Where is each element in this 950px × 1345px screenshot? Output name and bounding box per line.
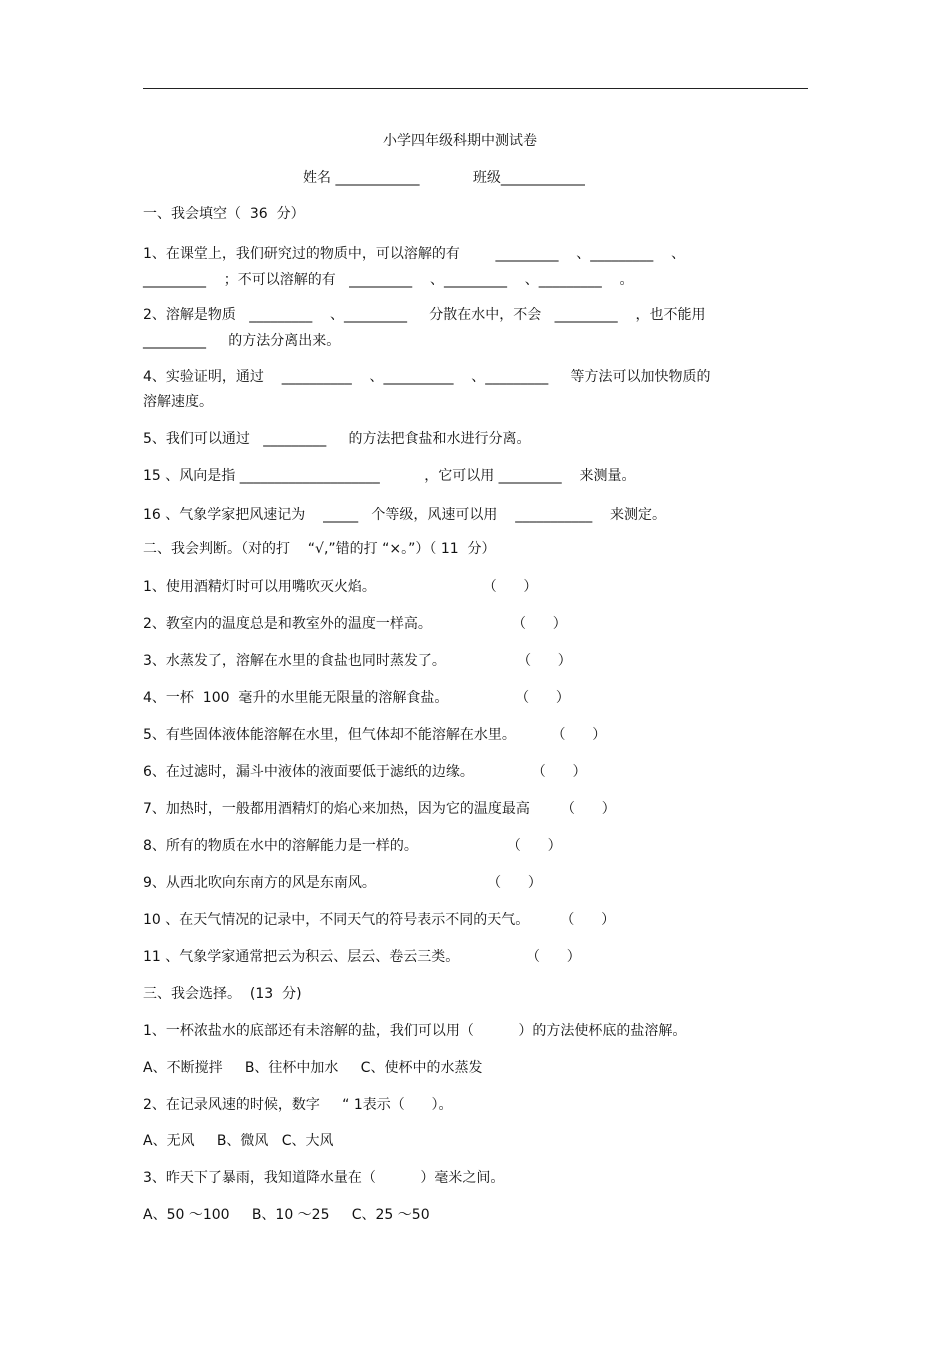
text-line: 1、在课堂上，我们研究过的物质中，可以溶解的有 _________ 、_________ 、 [143,246,686,262]
text-line: 3、昨天下了暴雨，我知道降水量在（ ）毫米之间。 [143,1170,505,1186]
text-line: _________ ；不可以溶解的有 _________ 、_________ 、_________ 。 [143,272,634,288]
text-line: 二、我会判断。（对的打 “√,”错的打 “×。”）（ 11 分） [143,541,496,557]
text-line: 3、水蒸发了，溶解在水里的食盐也同时蒸发了。 （ ） [143,653,572,669]
text-line: 1、使用酒精灯时可以用嘴吹灭火焰。 （ ） [143,579,538,595]
text-line: 6、在过滤时，漏斗中液体的液面要低于滤纸的边缘。 （ ） [143,764,587,780]
text-line: 9、从西北吹向东南方的风是东南风。 （ ） [143,875,542,891]
text-line: 2、溶解是物质 _________ 、_________ 分散在水中，不会 _________ ，也不能用 [143,307,706,323]
text-line: 小学四年级科期中测试卷 [383,133,537,149]
text-line: 溶解速度。 [143,394,213,410]
text-line: 三、我会选择。 (13 分) [143,986,302,1002]
text-line: 2、教室内的温度总是和教室外的温度一样高。 （ ） [143,616,567,632]
text-line: 4、实验证明，通过 __________ 、__________ 、_________ 等方法可以加快物质的 [143,369,711,385]
text-line: 5、有些固体液体能溶解在水里，但气体却不能溶解在水里。 （ ） [143,727,607,743]
text-line: A、无风 B、微风 C、大风 [143,1133,334,1149]
text-line: 8、所有的物质在水中的溶解能力是一样的。 （ ） [143,838,562,854]
text-line: 5、我们可以通过 _________ 的方法把食盐和水进行分离。 [143,431,531,447]
text-line: 11 、气象学家通常把云为积云、层云、卷云三类。 （ ） [143,949,581,965]
text-line: _________ 的方法分离出来。 [143,333,341,349]
text-line: 10 、在天气情况的记录中，不同天气的符号表示不同的天气。 （ ） [143,912,616,928]
text-line: 1、一杯浓盐水的底部还有未溶解的盐，我们可以用（ ）的方法使杯底的盐溶解。 [143,1023,687,1039]
text-line: 16 、气象学家把风速记为 _____ 个等级，风速可以用 ___________ 来测定。 [143,507,667,523]
text-line: 15 、风向是指 ____________________ ，它可以用 _________ 来测量。 [143,468,636,484]
text-line: A、50 ～100 B、10 ～25 C、25 ～50 [143,1207,430,1223]
header-rule [143,88,808,89]
text-line: 7、加热时，一般都用酒精灯的焰心来加热，因为它的温度最高 （ ） [143,801,616,817]
text-line: 4、一杯 100 毫升的水里能无限量的溶解食盐。 （ ） [143,690,570,706]
text-line: 2、在记录风速的时候，数字 “ 1表示（ ）。 [143,1097,453,1113]
text-line: 姓名 ____________ 班级____________ [303,170,585,186]
text-line: A、不断搅拌 B、往杯中加水 C、使杯中的水蒸发 [143,1060,483,1076]
text-line: 一、我会填空（ 36 分） [143,206,305,222]
